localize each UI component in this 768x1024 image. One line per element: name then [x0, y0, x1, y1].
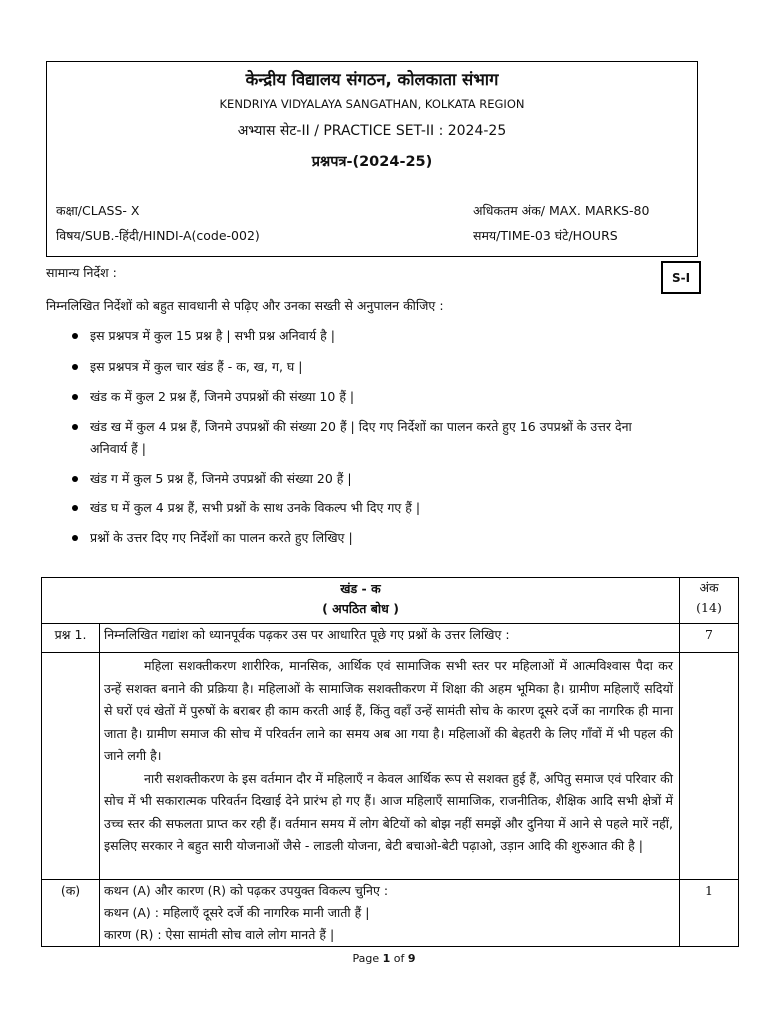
bullet-icon — [72, 476, 78, 482]
page-footer — [0, 952, 768, 965]
school-title-hindi: केन्द्रीय विद्यालय संगठन, कोलकाता संभाग — [245, 70, 499, 89]
instructions-intro: निम्नलिखित निर्देशों को बहुत सावधानी से पढ़िए और उनका सख्ती से अनुपालन कीजिए : — [46, 298, 444, 313]
passage-paragraph: महिला सशक्तीकरण शारीरिक, मानसिक, आर्थिक एवं सामाजिक सभी स्तर पर महिलाओं में आत्मविश्वास पैदा कर उन्हें सशक्त बनाने की प्रक्रिया है। महिलाओं के सामाजिक सशक्तीकरण में शिक्षा की अहम भूमिका है। ग्रामीण महिलाएँ सदियों से घरों एवं खेतों में पुरुषों के बराबर ही काम करती आई हैं, किंतु वहाँ उन्हें सामंती सोच के कारण दूसरे दर्जे का नागरिक ही माना जाता है। ग्रामीण समाज की सोच में परिवर्तन लाने का समय अब आ गया है। महिलाओं की बेहतरी के लिए गाँवों में भी पहल की जाने लगी है। — [104, 658, 674, 763]
sub-question-marks: 1 — [680, 880, 739, 947]
question-paper-label: प्रश्नपत्र-(2024-25) — [311, 154, 433, 170]
header-box — [46, 61, 698, 257]
instruction-item: इस प्रश्नपत्र में कुल 15 प्रश्न है | सभी प्रश्न अनिवार्य है | — [90, 327, 335, 344]
table-row — [42, 880, 739, 947]
bullet-icon — [72, 364, 78, 370]
practice-set-label: अभ्यास सेट-II / PRACTICE SET-II : 2024-25 — [237, 123, 507, 139]
instruction-item: इस प्रश्नपत्र में कुल चार खंड हैं - क, ख, ग, घ | — [90, 358, 303, 375]
page-number: 1 — [382, 952, 391, 965]
bullet-icon — [72, 424, 78, 430]
passage-row — [42, 653, 739, 880]
max-marks-label: अधिकतम अंक/ MAX. MARKS-80 — [473, 203, 650, 218]
table-row — [42, 624, 739, 653]
page-of: of — [390, 952, 408, 965]
time-label: समय/TIME-03 घंटे/HOURS — [473, 228, 618, 243]
section-badge: S-I — [661, 261, 701, 294]
marks-header-cell — [680, 578, 739, 624]
section-header-row — [42, 578, 739, 624]
class-label: कक्षा/CLASS- X — [56, 203, 140, 218]
bullet-icon — [72, 535, 78, 541]
marks-total: (14) — [696, 600, 722, 615]
bullet-icon — [72, 505, 78, 511]
instruction-item: खंड ग में कुल 5 प्रश्न हैं, जिनमे उपप्रश्नों की संख्या 20 हैं | — [90, 470, 352, 487]
instruction-item: खंड ख में कुल 4 प्रश्न हैं, जिनमे उपप्रश्नों की संख्या 20 हैं | दिए गए निर्देशों का पालन करते हुए 16 उपप्रश्नों के उत्तर देना — [90, 418, 632, 435]
instruction-item: खंड क में कुल 2 प्रश्न हैं, जिनमे उपप्रश्नों की संख्या 10 हैं | — [90, 388, 354, 405]
question-marks: 7 — [680, 624, 739, 653]
bullet-icon — [72, 394, 78, 400]
subject-label: विषय/SUB.-हिंदी/HINDI-A(code-002) — [56, 228, 260, 243]
empty-cell — [680, 653, 739, 880]
section-title: खंड - क — [340, 581, 381, 596]
sub-question-line: कथन (A) और कारण (R) को पढ़कर उपयुक्त विकल्प चुनिए : — [104, 883, 389, 898]
question-text: निम्नलिखित गद्यांश को ध्यानपूर्वक पढ़कर उस पर आधारित पूछे गए प्रश्नों के उत्तर लिखिए : — [100, 624, 680, 653]
bullet-icon — [72, 333, 78, 339]
sub-question-line: कारण (R) : ऐसा सामंती सोच वाले लोग मानते हैं | — [104, 927, 335, 942]
instruction-item: प्रश्नों के उत्तर दिए गए निर्देशों का पालन करते हुए लिखिए | — [90, 529, 353, 546]
page-total: 9 — [407, 952, 416, 965]
sub-question-line: कथन (A) : महिलाएँ दूसरे दर्जे की नागरिक मानी जाती हैं | — [104, 905, 370, 920]
passage-paragraph: नारी सशक्तीकरण के इस वर्तमान दौर में महिलाएँ न केवल आर्थिक रूप से सशक्त हुई हैं, अपितु समाज एवं परिवार की सोच में भी सकारात्मक परिवर्तन दिखाई देने प्रारंभ हो गए हैं। आज महिलाएँ सामाजिक, राजनीतिक, शैक्षिक आदि सभी क्षेत्रों में उच्च स्तर की सफलता प्राप्त कर रही हैं। वर्तमान समय में लोग बेटियों को बोझ नहीं समझें और दुनिया में आने से पहले मारें नहीं, इसलिए सरकार ने बहुत सारी योजनाओं जैसे - लाडली योजना, बेटी बचाओ-बेटी पढ़ाओ, उड़ान आदि की शुरुआत की है | — [104, 770, 674, 853]
passage-cell — [100, 653, 680, 880]
sub-question-number: (क) — [42, 880, 100, 947]
sub-question-text — [100, 880, 680, 947]
marks-label: अंक — [699, 580, 719, 595]
general-instructions-label: सामान्य निर्देश : — [46, 265, 117, 280]
question-table — [41, 577, 739, 947]
instruction-item-continued: अनिवार्य हैं | — [90, 441, 146, 456]
question-number: प्रश्न 1. — [42, 624, 100, 653]
section-title-cell — [42, 578, 680, 624]
page-prefix: Page — [352, 952, 383, 965]
section-subtitle: ( अपठित बोध ) — [322, 601, 399, 616]
empty-cell — [42, 653, 100, 880]
instruction-item: खंड घ में कुल 4 प्रश्न हैं, सभी प्रश्नों के साथ उनके विकल्प भी दिए गए हैं | — [90, 499, 420, 516]
school-title-english: KENDRIYA VIDYALAYA SANGATHAN, KOLKATA REGION — [219, 97, 525, 111]
